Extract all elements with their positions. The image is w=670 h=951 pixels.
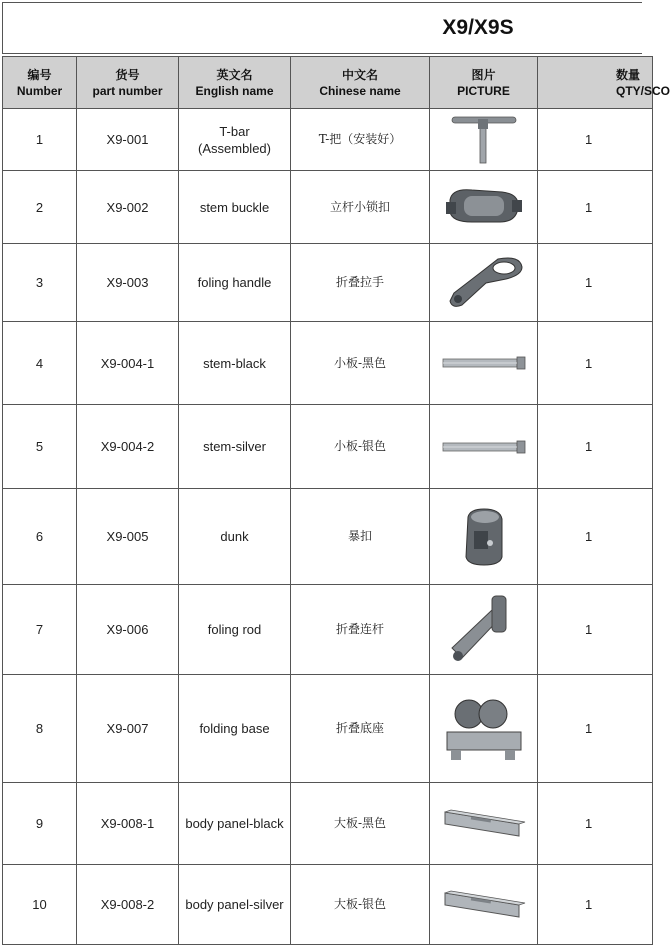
body-panel-icon (430, 885, 537, 925)
header-picture: 图片 PICTURE (430, 57, 538, 109)
part-picture (430, 865, 538, 945)
english-name-line: folding base (199, 721, 270, 736)
english-name (179, 171, 291, 244)
quantity: 1 (538, 405, 653, 489)
part-picture (430, 244, 538, 322)
row-number: 5 (3, 405, 77, 489)
quantity: 1 (538, 322, 653, 405)
title-bar (2, 2, 642, 54)
chinese-name: 暴扣 (291, 489, 430, 585)
part-number: X9-005 (77, 489, 179, 585)
dunk-clamp-icon (430, 507, 537, 567)
header-number: 编号 Number (3, 57, 77, 109)
part-picture (430, 489, 538, 585)
stem-rod-icon (430, 352, 537, 374)
folding-base-icon (430, 694, 537, 764)
part-number: X9-003 (77, 244, 179, 322)
table-row (3, 405, 653, 489)
quantity: 1 (538, 675, 653, 783)
table-row (3, 489, 653, 585)
english-name-line: body panel-silver (185, 897, 284, 912)
english-name (179, 865, 291, 945)
header-row (3, 57, 653, 109)
english-name-line: stem buckle (199, 199, 270, 215)
chinese-name: 折叠拉手 (291, 244, 430, 322)
english-name-line: (Assembled) (198, 140, 271, 156)
english-name-line: stem-black (203, 355, 266, 371)
table-row (3, 109, 653, 171)
part-picture (430, 585, 538, 675)
chinese-name: T-把（安装好） (291, 109, 430, 171)
table-row (3, 322, 653, 405)
part-picture (430, 783, 538, 865)
chinese-name: 折叠底座 (291, 675, 430, 783)
table-row (3, 783, 653, 865)
english-name (179, 322, 291, 405)
table-row (3, 585, 653, 675)
part-picture (430, 405, 538, 489)
english-name-line: dunk (220, 529, 249, 544)
table-row (3, 865, 653, 945)
part-number: X9-004-2 (77, 405, 179, 489)
quantity: 1 (538, 865, 653, 945)
row-number: 7 (3, 585, 77, 675)
part-number: X9-006 (77, 585, 179, 675)
chinese-name: 小板-黑色 (291, 322, 430, 405)
english-name-line: body panel-black (185, 816, 284, 831)
header-english-name: 英文名 English name (179, 57, 291, 109)
part-number: X9-001 (77, 109, 179, 171)
english-name (179, 675, 291, 783)
row-number: 6 (3, 489, 77, 585)
stem-rod-icon (430, 436, 537, 458)
header-part-number: 货号 part number (77, 57, 179, 109)
table-row (3, 171, 653, 244)
folding-rod-icon (430, 592, 537, 668)
quantity: 1 (538, 783, 653, 865)
quantity: 1 (538, 244, 653, 322)
stem-buckle-icon (430, 182, 537, 232)
chinese-name: 大板-银色 (291, 865, 430, 945)
quantity: 1 (538, 171, 653, 244)
header-quantity: 数量 QTY/SCO (538, 57, 653, 109)
chinese-name: 折叠连杆 (291, 585, 430, 675)
english-name-line: foling rod (207, 622, 262, 637)
chinese-name: 立杆小锁扣 (291, 171, 430, 244)
part-picture (430, 171, 538, 244)
part-picture (430, 322, 538, 405)
chinese-name: 大板-黑色 (291, 783, 430, 865)
quantity: 1 (538, 585, 653, 675)
row-number: 10 (3, 865, 77, 945)
row-number: 9 (3, 783, 77, 865)
table-row (3, 675, 653, 783)
quantity: 1 (538, 109, 653, 171)
part-number: X9-008-1 (77, 783, 179, 865)
row-number: 1 (3, 109, 77, 171)
row-number: 2 (3, 171, 77, 244)
chinese-name: 小板-银色 (291, 405, 430, 489)
folding-handle-icon (430, 253, 537, 313)
english-name-line: T-bar (219, 123, 250, 139)
english-name (179, 585, 291, 675)
row-number: 8 (3, 675, 77, 783)
part-number: X9-004-1 (77, 322, 179, 405)
parts-table (2, 56, 670, 945)
quantity: 1 (538, 489, 653, 585)
english-name (179, 783, 291, 865)
row-number: 4 (3, 322, 77, 405)
english-name-line: stem-silver (203, 439, 266, 454)
table-row (3, 244, 653, 322)
part-picture (430, 109, 538, 171)
english-name (179, 405, 291, 489)
english-name-line: foling handle (197, 275, 272, 290)
part-number: X9-002 (77, 171, 179, 244)
header-chinese-name: 中文名 Chinese name (291, 57, 430, 109)
english-name (179, 109, 291, 171)
english-name (179, 489, 291, 585)
row-number: 3 (3, 244, 77, 322)
t-bar-icon (430, 112, 537, 168)
model-title: X9/X9S (442, 16, 514, 39)
part-number: X9-008-2 (77, 865, 179, 945)
part-picture (430, 675, 538, 783)
body-panel-icon (430, 804, 537, 844)
english-name (179, 244, 291, 322)
part-number: X9-007 (77, 675, 179, 783)
